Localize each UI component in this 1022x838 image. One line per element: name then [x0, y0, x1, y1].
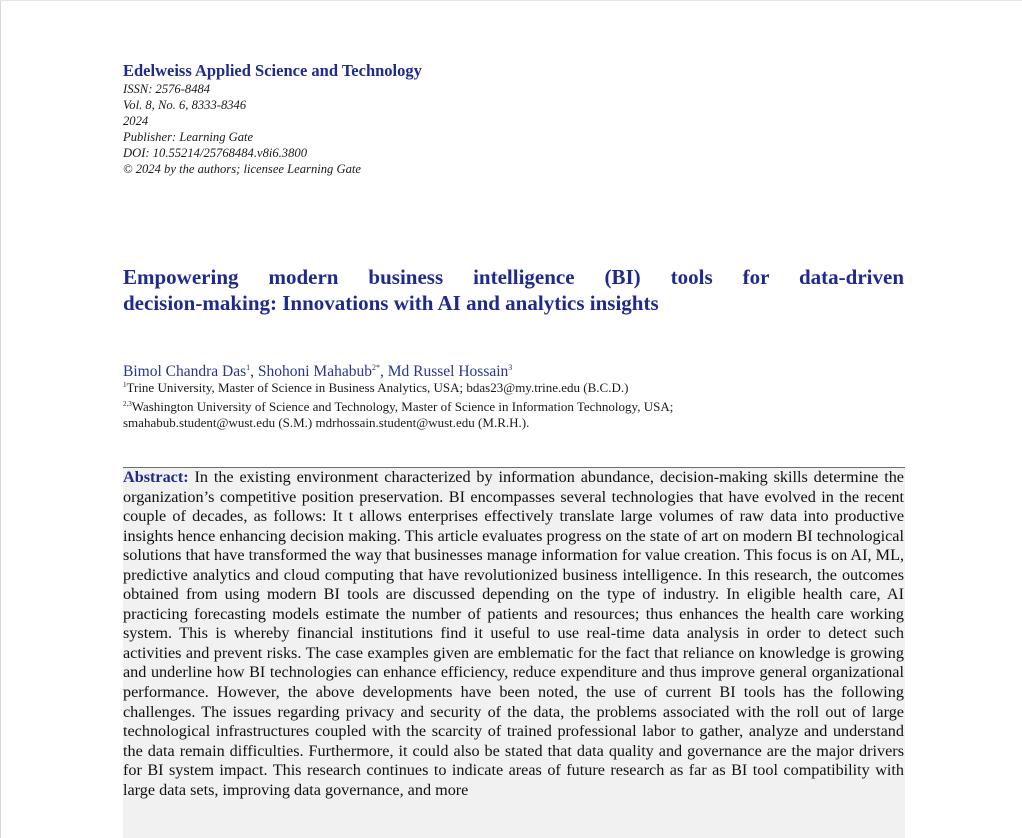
- journal-name: Edelweiss Applied Science and Technology: [123, 61, 422, 80]
- abstract-body: In the existing environment characterized by information abundance, decision-making skills determine the organization’s competitive position preservation. BI encompasses several technologies that have evolved in the recent couple of decades, as follows: It t allows enterprises effectively translate large volumes of raw data into productive insights hence enhancing decision making. This article evaluates progress on the state of art on modern BI technological solutions that have transformed the way that businesses manage information for value creation. This focus is on AI, ML, predictive analytics and cloud computing that have revolutionized business intelligence. In this research, the outcomes obtained from using modern BI tools are discussed depending on the type of industry. In eligible health care, AI practicing forecasting models estimate the number of patients and resources; thus enhances the health care working system. This is whereby financial institutions find it useful to use real-time data analysis in order to detect such activities and prevent risks. The case examples given are emblematic for the fact that reliance on knowledge is growing and underline how BI technologies can enhance efficiency, reduce expenditure and thus improve general organizational performance. However, the above developments have been noted, the use of current BI tools has the following challenges. The issues regarding privacy and security of the data, the problems associated with the roll out of large technological infrastructures coupled with the scarcity of trained professional labor to gather, analyze and understand the data remain difficulties. Furthermore, it could also be stated that data quality and governance are the major drivers for BI system impact. This research continues to indicate areas of future research as far as BI tool compatibility with large data sets, improving data governance, and more: [123, 468, 904, 799]
- author-affiliation-mark: 2*: [371, 363, 380, 372]
- abstract-paragraph: [123, 468, 905, 800]
- author-separator: ,: [379, 363, 388, 380]
- journal-year: 2024: [123, 114, 149, 128]
- paper-title-line-1: Empowering modern business intelligence (BI) tools for data-driven: [123, 265, 904, 289]
- paper-title-line-2: decision-making: Innovations with AI and analytics insights: [123, 290, 659, 315]
- affiliation-mark: 1: [123, 381, 127, 389]
- journal-metadata: [123, 61, 623, 177]
- author-name: Bimol Chandra Das: [123, 363, 247, 380]
- affiliation-emails: smahabub.student@wust.edu (S.M.) mdrhossain.student@wust.edu (M.R.H.).: [123, 415, 530, 430]
- abstract-box: [123, 467, 905, 838]
- abstract-label: Abstract:: [123, 468, 189, 486]
- journal-doi: DOI: 10.55214/25768484.v8i6.3800: [123, 146, 307, 160]
- affiliation-text: Trine University, Master of Science in Business Analytics, USA; bdas23@my.trine.edu (B.C.D.): [126, 380, 629, 395]
- affiliations: [123, 377, 673, 431]
- author-affiliation-mark: 3: [508, 363, 513, 372]
- journal-copyright: © 2024 by the authors; licensee Learning Gate: [123, 162, 361, 176]
- journal-volume: Vol. 8, No. 6, 8333-8346: [123, 98, 247, 112]
- journal-publisher: Publisher: Learning Gate: [123, 130, 254, 144]
- journal-issn: ISSN: 2576-8484: [123, 82, 211, 96]
- paper-title: [123, 265, 904, 316]
- page-edge-top: [0, 0, 1022, 1]
- author-separator: ,: [250, 363, 258, 380]
- affiliation-line: [123, 396, 673, 415]
- affiliation-line: [123, 415, 673, 431]
- affiliation-text: Washington University of Science and Technology, Master of Science in Information Technology, USA;: [131, 399, 674, 414]
- author-affiliation-mark: 1: [246, 363, 251, 372]
- affiliation-line: [123, 377, 673, 396]
- author-name: Shohoni Mahabub: [257, 363, 372, 380]
- author-name: Md Russel Hossain: [387, 363, 509, 380]
- page-edge-left: [0, 0, 1, 838]
- affiliation-mark: 2,3: [123, 400, 132, 408]
